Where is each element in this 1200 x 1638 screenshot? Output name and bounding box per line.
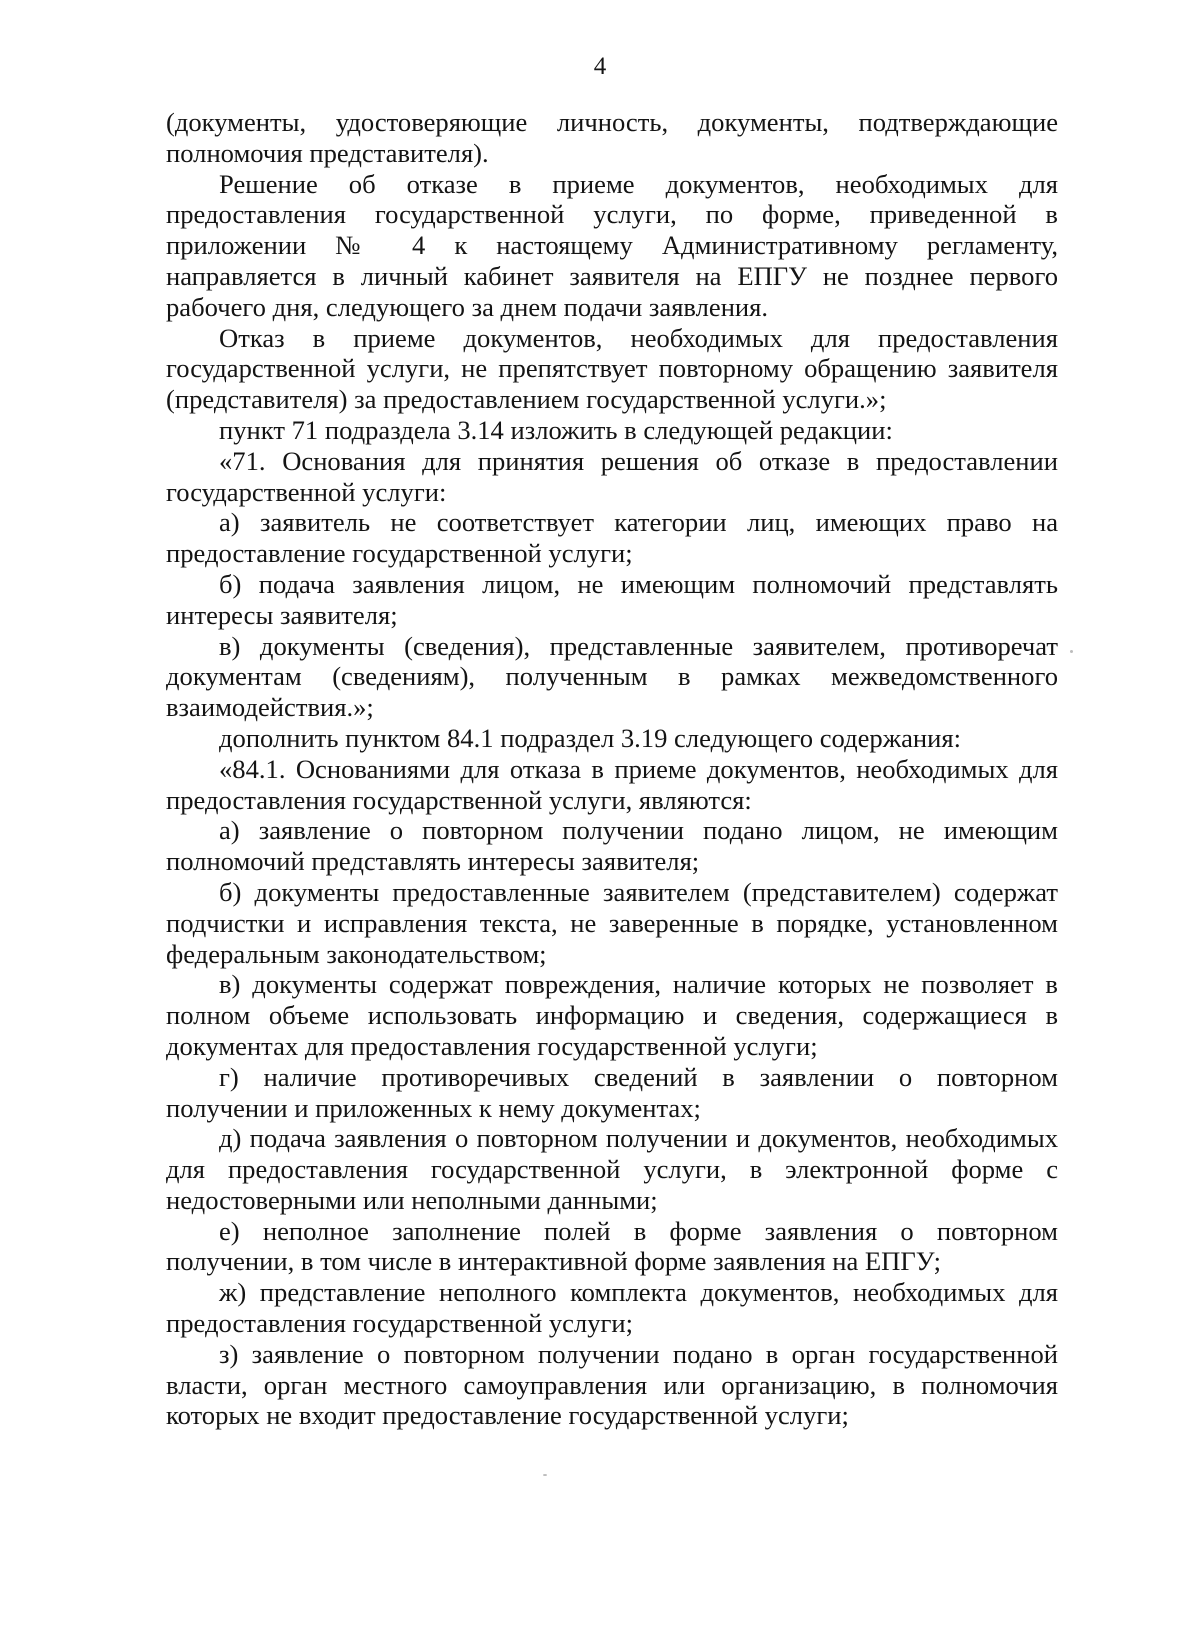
paragraph-point-84-1: «84.1. Основаниями для отказа в приеме документов, необходимых для предоставления государственной услуги, являются: [166, 753, 1058, 815]
list-item-84-1-z: з) заявление о повторном получении подано в орган государственной власти, орган местного самоуправления или организацию, в полномочия которых не входит предоставление государственной услуги; [166, 1338, 1058, 1431]
list-item-71-b: б) подача заявления лицом, не имеющим полномочий представлять интересы заявителя; [166, 568, 1058, 630]
list-item-84-1-g: г) наличие противоречивых сведений в заявлении о повторном получении и приложенных к нему документах; [166, 1061, 1058, 1123]
list-item-84-1-e: е) неполное заполнение полей в форме заявления о повторном получении, в том числе в интерактивной форме заявления на ЕПГУ; [166, 1215, 1058, 1277]
list-item-71-a: а) заявитель не соответствует категории лиц, имеющих право на предоставление государственной услуги; [166, 507, 1058, 569]
list-item-84-1-d: д) подача заявления о повторном получении и документов, необходимых для предоставления государственной услуги, в электронной форме с недостоверными или неполными данными; [166, 1123, 1058, 1215]
list-item-84-1-v: в) документы содержат повреждения, наличие которых не позволяет в полном объеме использовать информацию и сведения, содержащиеся в документах для предоставления государственной услуги; [166, 969, 1058, 1061]
list-item-84-1-a: а) заявление о повторном получении подано лицом, не имеющим полномочий представлять интересы заявителя; [166, 815, 1058, 877]
page-number: 4 [593, 53, 607, 80]
paragraph-amend-point-71: пункт 71 подраздела 3.14 изложить в следующей редакции: [219, 414, 893, 445]
paragraph-refusal-decision: Решение об отказе в приеме документов, необходимых для предоставления государственной услуги, по форме, приведенной в приложении № 4 к настоящему Административному регламенту, направляется в личный кабинет заявителя на ЕПГУ не позднее первого рабочего дня, следующего за днем подачи заявления. [166, 168, 1058, 322]
list-item-84-1-zh: ж) представление неполного комплекта документов, необходимых для предоставления государственной услуги; [166, 1277, 1058, 1339]
paragraph-point-71: «71. Основания для принятия решения об отказе в предоставлении государственной услуги: [166, 445, 1058, 507]
list-item-71-v: в) документы (сведения), представленные заявителем, противоречат документам (сведениям), полученным в рамках межведомственного взаимодействия.»; [166, 630, 1058, 723]
paragraph-continuation: (документы, удостоверяющие личность, документы, подтверждающие полномочия представителя). [166, 107, 1058, 168]
scan-speck [543, 1474, 547, 1476]
list-item-84-1-b: б) документы предоставленные заявителем (представителем) содержат подчистки и исправления текста, не заверенные в порядке, установленном федеральным законодательством; [166, 876, 1058, 969]
paragraph-refusal-no-obstacle: Отказ в приеме документов, необходимых для предоставления государственной услуги, не препятствует повторному обращению заявителя (представителя) за предоставлением государственной услуги.»; [166, 322, 1058, 415]
paragraph-add-point-84-1: дополнить пунктом 84.1 подраздел 3.19 следующего содержания: [219, 722, 961, 753]
document-body [166, 107, 1058, 1431]
scan-speck [1070, 650, 1073, 653]
